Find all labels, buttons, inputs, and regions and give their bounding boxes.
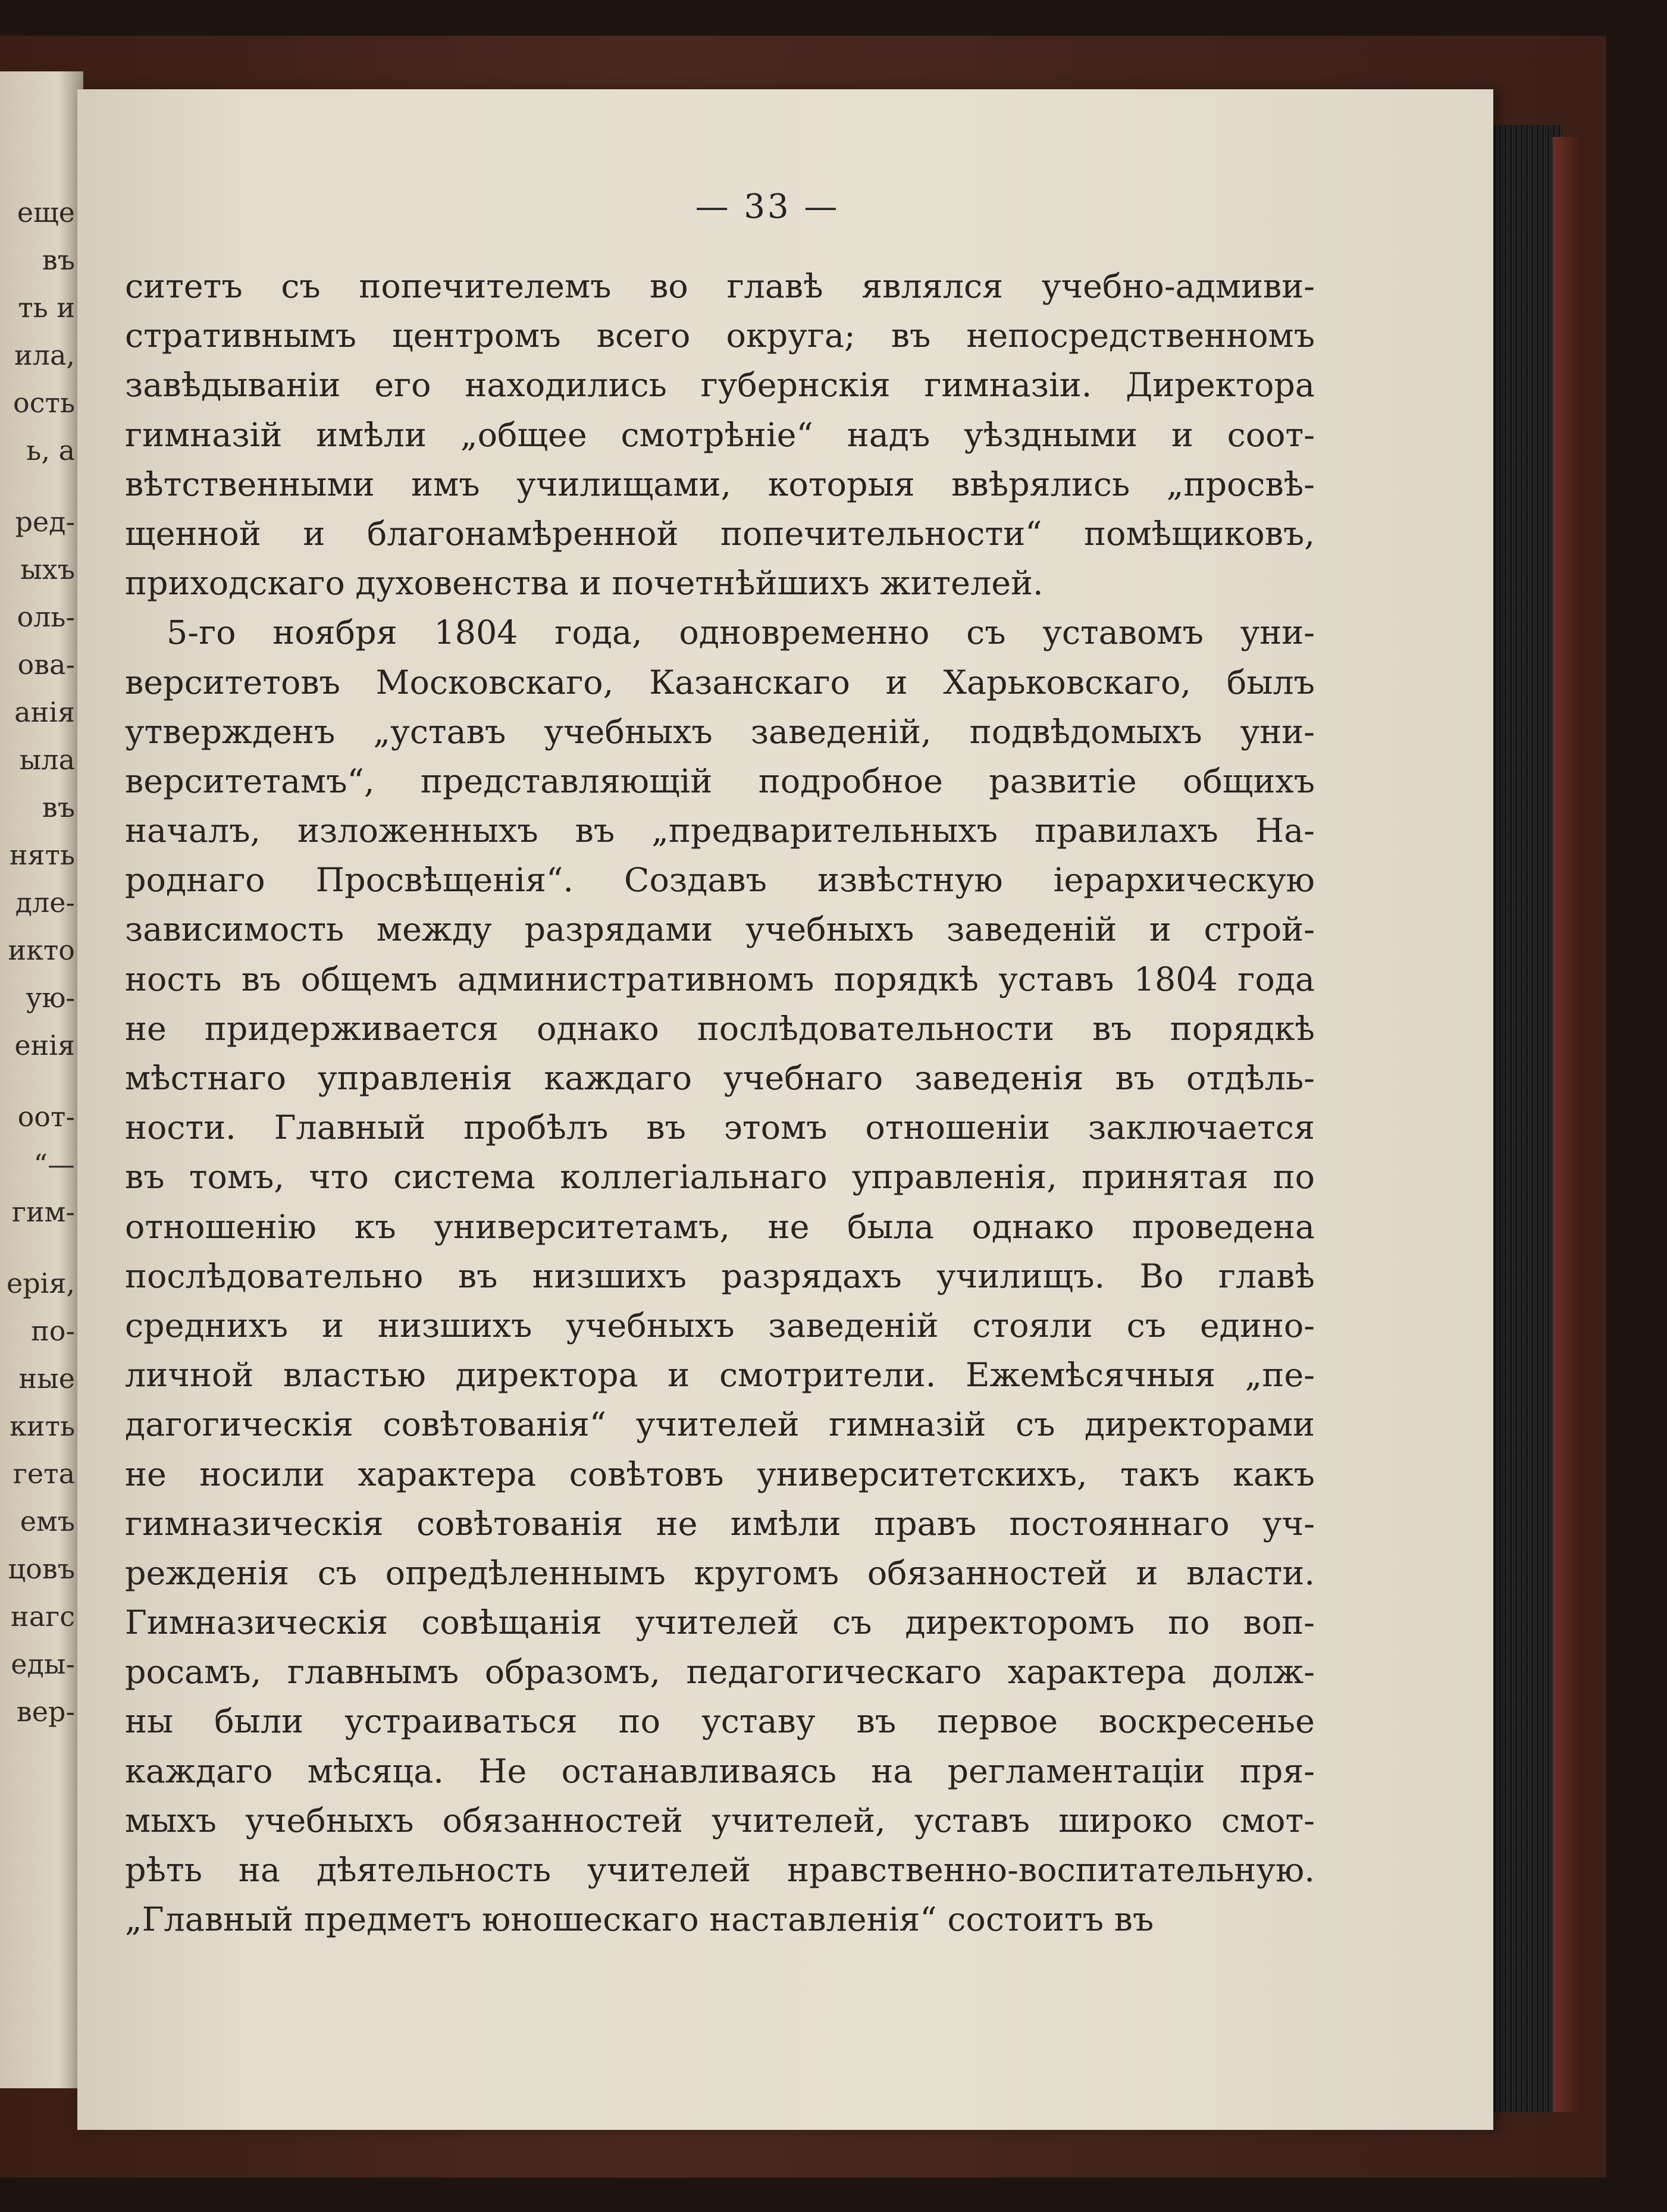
left-page-fragment: въ bbox=[42, 791, 75, 823]
left-page-fragment: ерія, bbox=[6, 1267, 75, 1299]
text-line: приходскаго духовенства и почетнѣйшихъ жителей. bbox=[125, 564, 1044, 603]
text-line: 5-го ноября 1804 года, одновременно съ уставомъ уни- bbox=[167, 613, 1315, 653]
left-page-fragment: ные bbox=[18, 1362, 75, 1395]
left-page-fragment: въ bbox=[42, 244, 75, 276]
left-page-fragment: нагс bbox=[11, 1600, 75, 1633]
left-page-fragment: цовъ bbox=[8, 1553, 75, 1585]
text-line: мѣстнаго управленія каждаго учебнаго заведенія въ отдѣль- bbox=[125, 1059, 1315, 1098]
text-line: ны были устраиваться по уставу въ первое воскресенье bbox=[125, 1702, 1315, 1741]
left-page-fragment: икто bbox=[8, 934, 75, 966]
left-page-fragment: по- bbox=[31, 1315, 75, 1347]
text-line: вѣтственными имъ училищами, которыя ввѣрялись „просвѣ- bbox=[125, 465, 1315, 504]
text-line: ситетъ съ попечителемъ во главѣ являлся учебно-адмиви- bbox=[125, 267, 1315, 306]
text-line: личной властью директора и смотрители. Ежемѣсячныя „пе- bbox=[125, 1356, 1315, 1395]
text-line: каждаго мѣсяца. Не останавливаясь на регламентаціи пря- bbox=[125, 1752, 1315, 1791]
left-page-fragment: ыла bbox=[19, 744, 75, 776]
text-line: рѣть на дѣятельность учителей нравственно-воспитательную. bbox=[125, 1851, 1315, 1890]
text-line: не носили характера совѣтовъ университетскихъ, такъ какъ bbox=[125, 1455, 1315, 1494]
left-page-fragment: анія bbox=[14, 696, 75, 728]
text-line: въ томъ, что система коллегіальнаго управленія, принятая по bbox=[125, 1158, 1315, 1197]
text-line: ность въ общемъ административномъ порядкѣ уставъ 1804 года bbox=[125, 960, 1315, 999]
left-page-fragment: ред- bbox=[15, 506, 75, 538]
text-line: стративнымъ центромъ всего округа; въ непосредственномъ bbox=[125, 317, 1315, 356]
page-number: — 33 — bbox=[695, 187, 840, 226]
text-line: завѣдываніи его находились губернскія гимназіи. Директора bbox=[125, 366, 1315, 405]
text-line: Гимназическія совѣщанія учителей съ директоромъ по воп- bbox=[125, 1603, 1315, 1643]
left-page-fragment: енія bbox=[14, 1029, 75, 1061]
left-page-fragment: оль- bbox=[17, 601, 75, 633]
text-line: утвержденъ „уставъ учебныхъ заведеній, подвѣдомыхъ уни- bbox=[125, 712, 1315, 751]
left-page-fragment: еды- bbox=[11, 1648, 75, 1680]
left-page-fragment: гета bbox=[12, 1458, 75, 1490]
text-line: ности. Главный пробѣлъ въ этомъ отношеніи заключается bbox=[125, 1108, 1315, 1148]
cover-edge bbox=[1553, 137, 1583, 2112]
text-line: дагогическія совѣтованія“ учителей гимназій съ директорами bbox=[125, 1405, 1315, 1445]
left-page-edge bbox=[0, 71, 83, 2088]
left-page-fragment: кить bbox=[10, 1410, 75, 1442]
left-page-fragment: ь, а bbox=[26, 434, 75, 466]
left-page-fragment: ую- bbox=[26, 982, 75, 1014]
left-page-fragment: дле- bbox=[15, 886, 75, 919]
left-page-fragment: нять bbox=[9, 839, 75, 871]
text-line: режденія съ опредѣленнымъ кругомъ обязанностей и власти. bbox=[125, 1553, 1315, 1593]
left-page-fragment: ость bbox=[13, 387, 75, 419]
text-line: гимназій имѣли „общее смотрѣніе“ надъ уѣздными и соот- bbox=[125, 415, 1315, 455]
text-line: гимназическія совѣтованія не имѣли правъ постояннаго уч- bbox=[125, 1504, 1315, 1543]
text-line: роднаго Просвѣщенія“. Создавъ извѣстную іерархическую bbox=[125, 861, 1315, 900]
left-page-fragment: емъ bbox=[20, 1505, 75, 1537]
left-page-fragment: ила, bbox=[14, 339, 75, 371]
text-line: среднихъ и низшихъ учебныхъ заведеній стояли съ едино- bbox=[125, 1306, 1315, 1345]
text-line: „Главный предметъ юношескаго наставленія“ состоитъ въ bbox=[125, 1900, 1154, 1940]
book-page bbox=[77, 89, 1493, 2130]
text-line: началъ, изложенныхъ въ „предварительныхъ правилахъ На- bbox=[125, 812, 1315, 851]
left-page-fragment: “— bbox=[33, 1148, 75, 1180]
text-line: верситетамъ“, представляющій подробное развитіе общихъ bbox=[125, 762, 1315, 801]
left-page-fragment: ть и bbox=[18, 292, 75, 324]
text-line: отношенію къ университетамъ, не была однако проведена bbox=[125, 1207, 1315, 1246]
left-page-fragment: еще bbox=[17, 196, 75, 228]
body-text bbox=[125, 262, 1315, 1944]
text-line: зависимость между разрядами учебныхъ заведеній и строй- bbox=[125, 910, 1315, 950]
left-page-fragment: оот- bbox=[17, 1101, 75, 1133]
text-line: росамъ, главнымъ образомъ, педагогическаго характера долж- bbox=[125, 1653, 1315, 1692]
left-page-fragment: ова- bbox=[17, 648, 75, 681]
left-page-fragment: вер- bbox=[16, 1696, 75, 1728]
left-page-fragment: ыхъ bbox=[20, 553, 75, 585]
text-line: мыхъ учебныхъ обязанностей учителей, уставъ широко смот- bbox=[125, 1801, 1315, 1840]
text-line: не придерживается однако послѣдовательности въ порядкѣ bbox=[125, 1009, 1315, 1048]
left-page-fragment: гим- bbox=[11, 1196, 75, 1228]
text-line: щенной и благонамѣренной попечительности“ помѣщиковъ, bbox=[125, 514, 1315, 553]
text-line: послѣдовательно въ низшихъ разрядахъ училищъ. Во главѣ bbox=[125, 1257, 1315, 1296]
text-line: верситетовъ Московскаго, Казанскаго и Харьковскаго, былъ bbox=[125, 663, 1315, 702]
